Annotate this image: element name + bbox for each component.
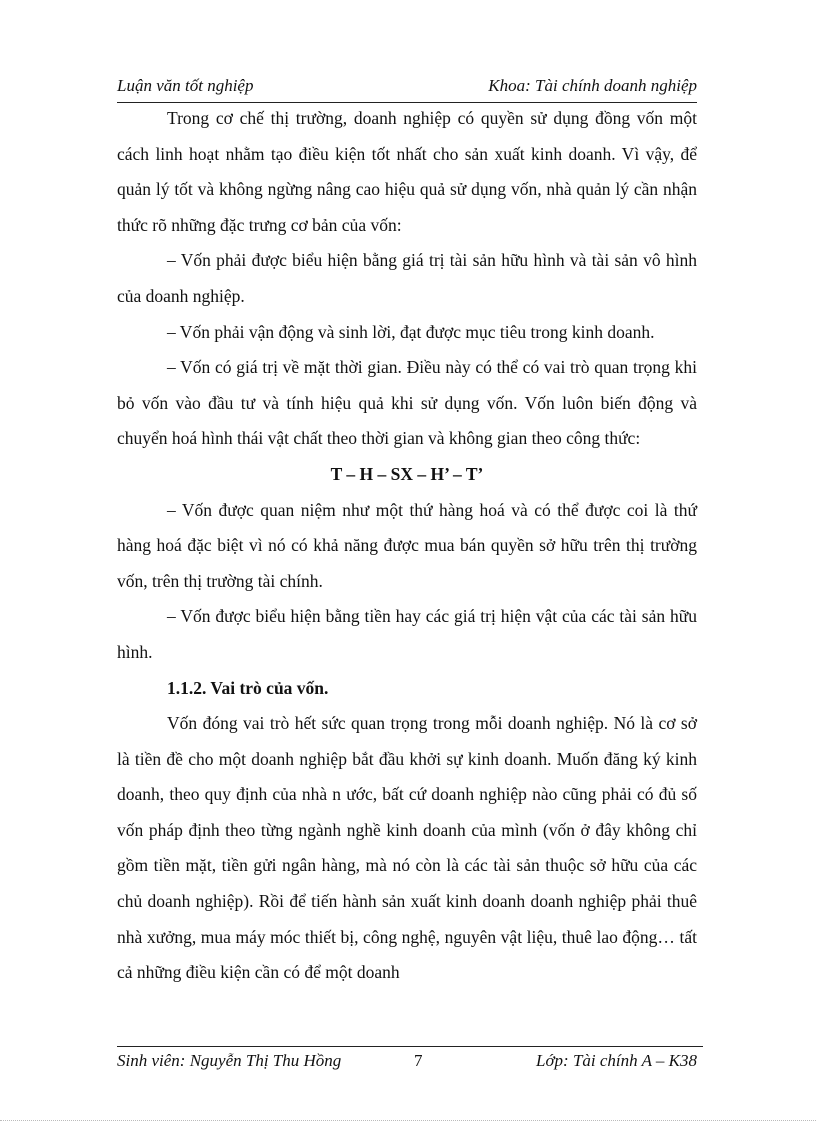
capital-formula: T – H – SX – H’ – T’ bbox=[330, 463, 484, 484]
header-faculty: Khoa: Tài chính doanh nghiệp bbox=[488, 76, 697, 95]
footer-class: Lớp: Tài chính A – K38 bbox=[536, 1051, 697, 1070]
section-heading: 1.1.2. Vai trò của vốn. bbox=[167, 677, 329, 698]
document-body bbox=[117, 101, 697, 991]
paragraph-role-of-capital: Vốn đóng vai trò hết sức quan trọng trong mỗi doanh nghiệp. Nó là cơ sở là tiền đề cho một doanh nghiệp bắt đầu khởi sự kinh doanh. Muốn đăng ký kinh doanh, theo quy định của nhà n ước, bất cứ doanh nghiệp nào cũng phải có đủ số vốn pháp định theo từng ngành nghề kinh doanh của mình (vốn ở đây không chỉ gồm tiền mặt, tiền gửi ngân hàng, mà nó còn là các tài sản thuộc sở hữu của các chủ doanh nghiệp). Rồi để tiến hành sản xuất kinh doanh doanh nghiệp phải thuê nhà xưởng, mua máy móc thiết bị, công nghệ, nguyên vật liệu, thuê lao động… tất cả những điều kiện cần có để một doanh bbox=[117, 713, 697, 983]
bullet-time-value: – Vốn có giá trị về mặt thời gian. Điều này có thể có vai trò quan trọng khi bỏ vốn vào đầu tư và tính hiệu quả khi sử dụng vốn. Vốn luôn biến động và chuyển hoá hình thái vật chất theo thời gian và không gian theo công thức: bbox=[117, 357, 697, 449]
bullet-commodity: – Vốn được quan niệm như một thứ hàng hoá và có thể được coi là thứ hàng hoá đặc biệt vì nó có khả năng được mua bán quyền sở hữu trên thị trường vốn, trên thị trường tài chính. bbox=[117, 499, 697, 591]
paragraph-intro: Trong cơ chế thị trường, doanh nghiệp có quyền sử dụng đồng vốn một cách linh hoạt nhằm tạo điều kiện tốt nhất cho sản xuất kinh doanh. Vì vậy, để quản lý tốt và không ngừng nâng cao hiệu quả sử dụng vốn, nhà quản lý cần nhận thức rõ những đặc trưng cơ bản của vốn: bbox=[117, 108, 697, 235]
bullet-money-representation: – Vốn được biểu hiện bằng tiền hay các giá trị hiện vật của các tài sản hữu hình. bbox=[117, 606, 697, 662]
page-header bbox=[117, 76, 697, 103]
page-edge-divider bbox=[0, 1120, 816, 1121]
footer-page-number: 7 bbox=[414, 1051, 423, 1070]
footer-student-name: Sinh viên: Nguyễn Thị Thu Hồng bbox=[117, 1051, 342, 1070]
page-footer bbox=[117, 1046, 703, 1077]
bullet-profit: – Vốn phải vận động và sinh lời, đạt được mục tiêu trong kinh doanh. bbox=[167, 321, 655, 342]
bullet-tangible-assets: – Vốn phải được biểu hiện bằng giá trị tài sản hữu hình và tài sản vô hình của doanh nghiệp. bbox=[117, 250, 697, 306]
header-thesis-title: Luận văn tốt nghiệp bbox=[117, 76, 254, 95]
